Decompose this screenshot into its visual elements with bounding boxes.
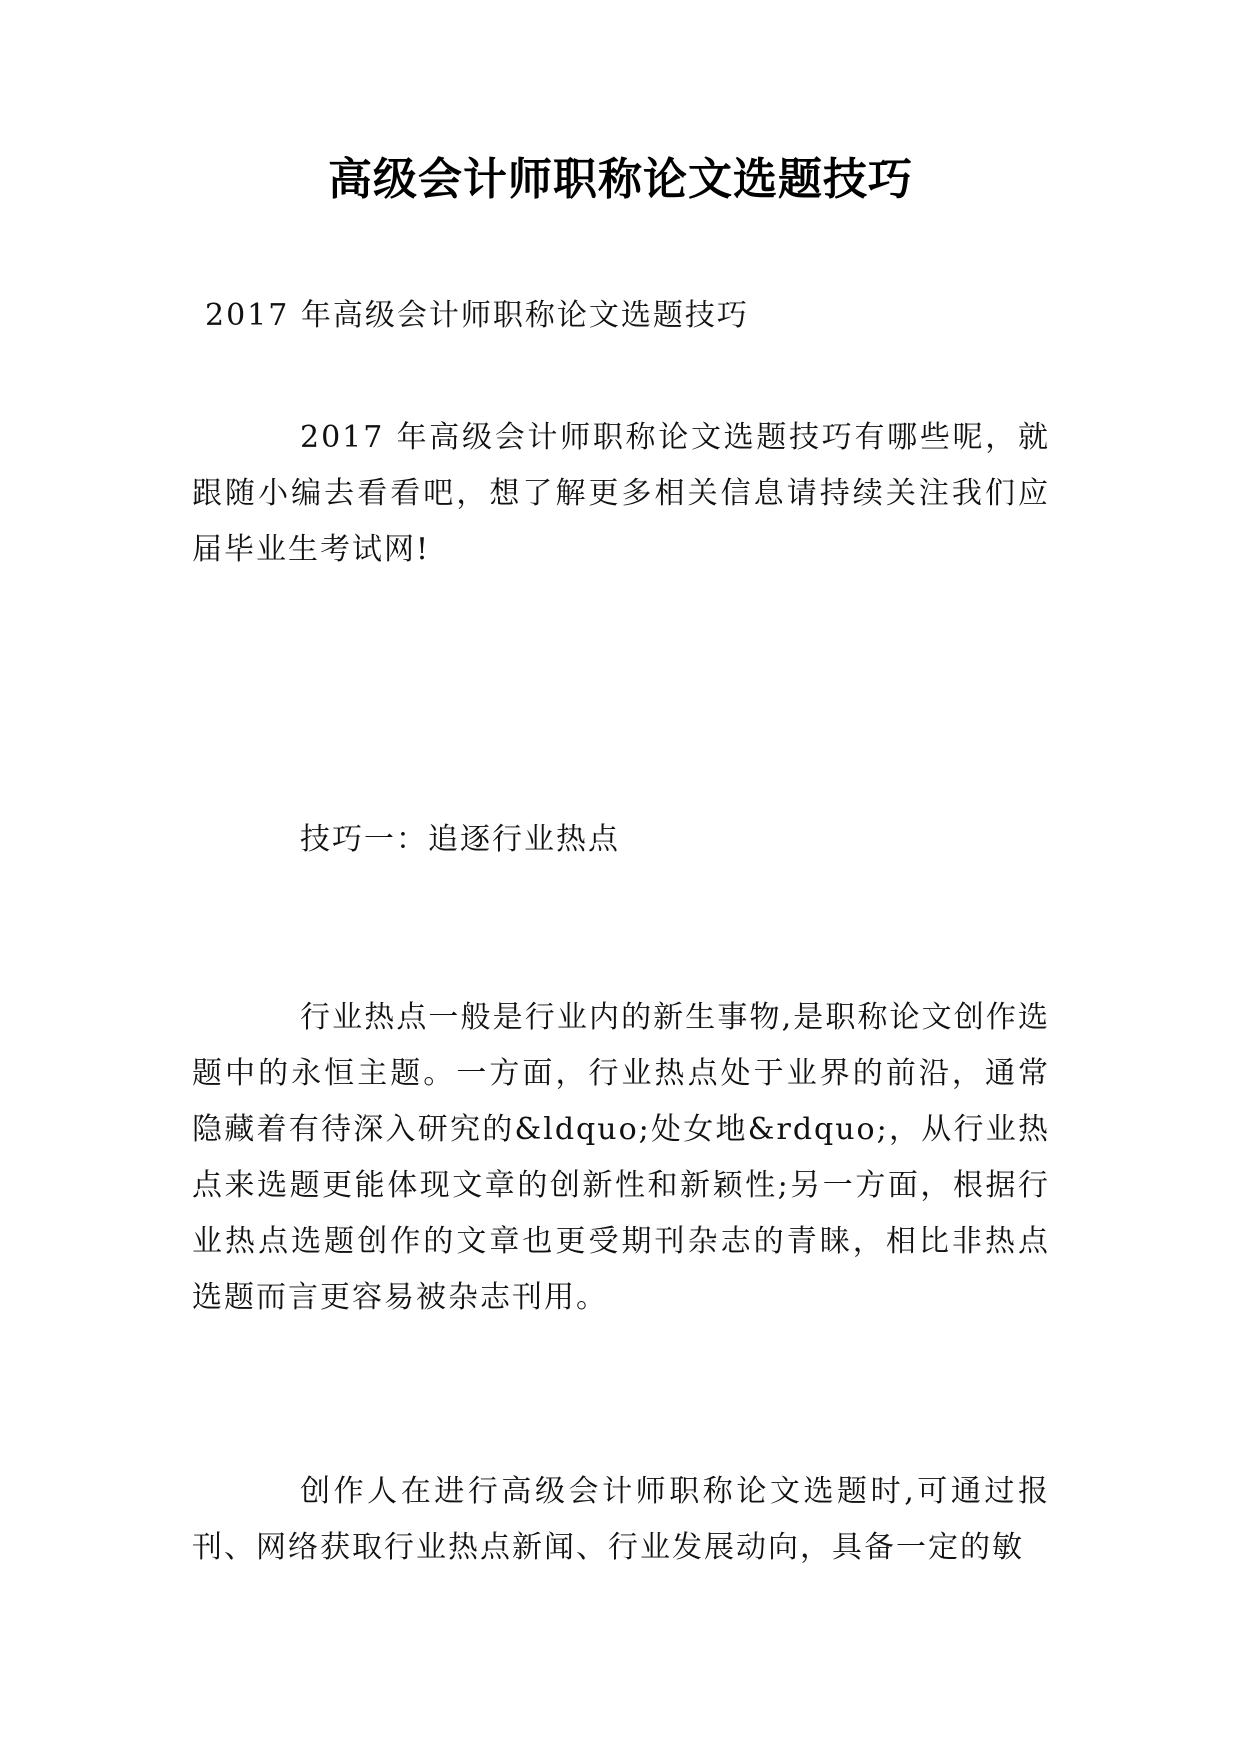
document-subtitle: 2017 年高级会计师职称论文选题技巧: [205, 298, 749, 333]
hotspot-paragraph: 行业热点一般是行业内的新生事物,是职称论文创作选题中的永恒主题。一方面，行业热点处于业界的前沿，通常隐藏着有待深入研究的&ldquo;处女地&rdquo;，从行业热点来选题更能体现文章的创新性和新颖性;另一方面，根据行业热点选题创作的文章也更受期刊杂志的青睐，相比非热点选题而言更容易被杂志刊用。: [192, 1000, 1050, 1315]
author-paragraph: 创作人在进行高级会计师职称论文选题时,可通过报刊、网络获取行业热点新闻、行业发展动向，具备一定的敏: [192, 1474, 1050, 1565]
intro-paragraph: 2017 年高级会计师职称论文选题技巧有哪些呢，就跟随小编去看看吧，想了解更多相关信息请持续关注我们应届毕业生考试网!: [192, 420, 1050, 567]
document-title: 高级会计师职称论文选题技巧: [328, 154, 913, 205]
section-heading-tip-one: 技巧一：追逐行业热点: [300, 822, 620, 857]
